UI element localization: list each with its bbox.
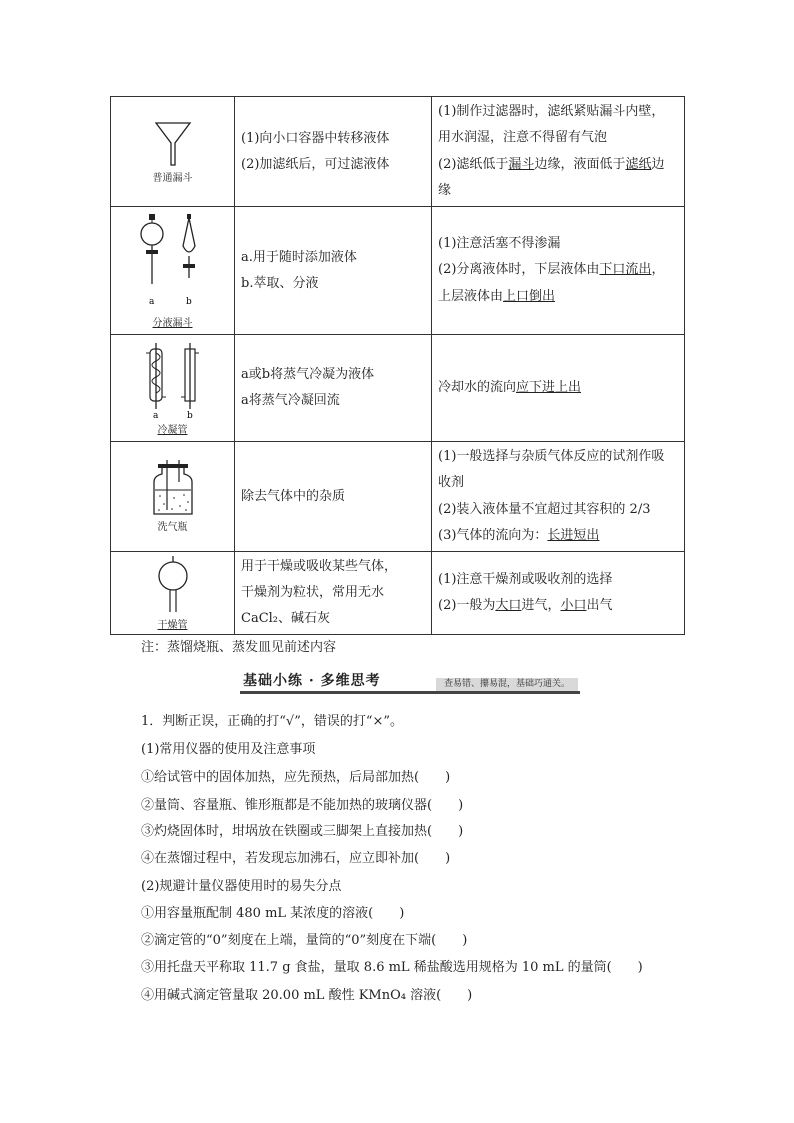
gas-washing-bottle-icon — [150, 460, 196, 516]
note-text: (2)一般为大口进气，小口出气 — [438, 598, 613, 613]
section-divider — [240, 691, 580, 694]
use-text: a或b将蒸气冷凝为液体 — [241, 367, 375, 382]
instrument-label: 洗气瓶 — [157, 522, 188, 533]
notes-cell — [432, 97, 685, 207]
question-item: ④在蒸馏过程中，若发现忘加沸石，应立即补加( ) — [141, 851, 451, 866]
question-item: ②滴定管的“0”刻度在上端，量筒的“0”刻度在下端( ) — [141, 933, 468, 948]
note-text: (2)装入液体量不宜超过其容积的 2/3 — [438, 501, 651, 517]
note-text: (2)滤纸低于漏斗边缘，液面低于滤纸边 — [438, 156, 665, 172]
note-text: 冷却水的流向应下进上出 — [438, 379, 582, 395]
table-footnote: 注：蒸馏烧瓶、蒸发皿见前述内容 — [141, 640, 337, 655]
separatory-funnel-icon — [133, 212, 213, 312]
question-item: ④用碱式滴定管量取 20.00 mL 酸性 KMnO₄ 溶液( ) — [141, 988, 473, 1003]
note-text: (1)制作过滤器时，滤纸紧贴漏斗内壁， — [438, 103, 665, 119]
use-text: CaCl₂、碱石灰 — [241, 611, 331, 626]
note-text: (3)气体的流向为：长进短出 — [438, 528, 600, 543]
use-text: a.用于随时添加液体 — [241, 249, 357, 265]
note-text: (1)一般选择与杂质气体反应的试剂作吸 — [438, 448, 665, 464]
section-title: 基础小练 · 多维思考 — [243, 673, 381, 689]
uses-cell — [235, 335, 432, 442]
use-text: 用于干燥或吸收某些气体， — [241, 559, 398, 574]
notes-cell — [432, 552, 685, 635]
notes-cell — [432, 207, 685, 335]
table-row — [111, 97, 685, 207]
instrument-cell — [111, 335, 235, 442]
question-subheading: (1)常用仪器的使用及注意事项 — [141, 742, 316, 757]
drying-tube-icon — [153, 556, 193, 614]
question-subheading: (2)规避计量仪器使用时的易失分点 — [141, 879, 342, 894]
uses-cell — [235, 552, 432, 635]
instrument-label: 冷凝管 — [157, 424, 188, 436]
use-text: 干燥剂为粒状，常用无水 — [241, 585, 385, 600]
uses-cell — [235, 97, 432, 207]
note-text: 上层液体由上口倒出 — [438, 288, 556, 304]
note-text: 用水润湿，注意不得留有气泡 — [438, 130, 608, 145]
use-text: 除去气体中的杂质 — [241, 488, 346, 504]
instrument-cell — [111, 552, 235, 635]
instrument-table — [110, 96, 685, 635]
instrument-label: 干燥管 — [157, 619, 188, 631]
condenser-icon — [138, 341, 208, 419]
use-text: a将蒸气冷凝回流 — [241, 393, 340, 408]
question-heading: 1．判断正误，正确的打“√”，错误的打“×”。 — [141, 714, 404, 729]
question-item: ③灼烧固体时，坩埚放在铁圈或三脚架上直接加热( ) — [141, 824, 464, 839]
table-row — [111, 335, 685, 442]
instrument-cell — [111, 207, 235, 335]
use-text: (1)向小口容器中转移液体 — [241, 130, 390, 146]
section-tagline: 查易错、攥易混，基础巧通关。 — [436, 678, 578, 691]
instrument-cell — [111, 442, 235, 552]
svg-text:b: b — [186, 410, 193, 419]
note-text: (1)注意干燥剂或吸收剂的选择 — [438, 571, 613, 587]
table-row — [111, 552, 685, 635]
question-item: ①用容量瓶配制 480 mL 某浓度的溶液( ) — [141, 906, 405, 921]
table-row — [111, 207, 685, 335]
use-text: (2)加滤纸后，可过滤液体 — [241, 156, 390, 172]
question-item: ③用托盘天平称取 11.7 g 食盐，量取 8.6 mL 稀盐酸选用规格为 10 mL 的量筒( ) — [141, 960, 643, 975]
svg-text:b: b — [185, 297, 192, 307]
svg-text:a: a — [152, 410, 158, 419]
question-item: ②量筒、容量瓶、锥形瓶都是不能加热的玻璃仪器( ) — [141, 798, 464, 813]
notes-cell — [432, 442, 685, 552]
question-item: ①给试管中的固体加热，应先预热，后局部加热( ) — [141, 770, 451, 785]
notes-cell — [432, 335, 685, 442]
note-text: 缘 — [438, 183, 452, 198]
table-row — [111, 442, 685, 552]
instrument-label: 普通漏斗 — [152, 173, 193, 184]
instrument-label: 分液漏斗 — [152, 318, 193, 329]
uses-cell — [235, 207, 432, 335]
note-text: (1)注意活塞不得渗漏 — [438, 235, 561, 251]
instrument-cell — [111, 97, 235, 207]
uses-cell — [235, 442, 432, 552]
note-text: 收剂 — [438, 475, 465, 490]
section-banner — [240, 668, 580, 694]
note-text: (2)分离液体时，下层液体由下口流出， — [438, 262, 665, 278]
use-text: b.萃取、分液 — [241, 275, 319, 291]
svg-text:a: a — [148, 297, 154, 307]
funnel-icon — [153, 119, 193, 167]
